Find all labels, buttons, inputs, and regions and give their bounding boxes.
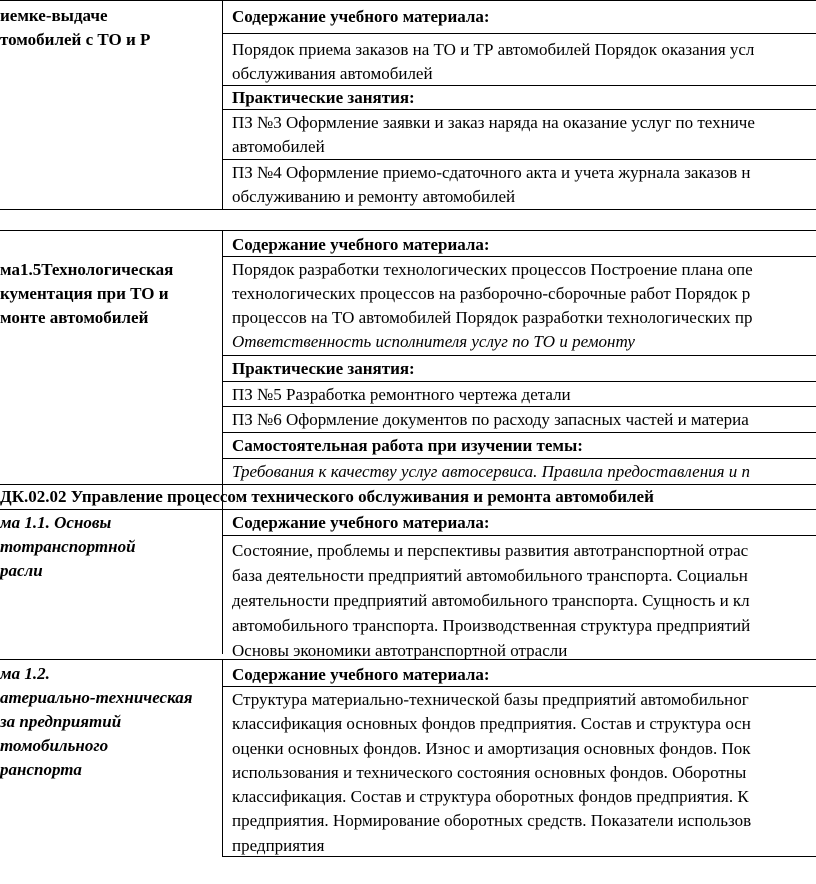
practice-item: [232, 111, 755, 159]
practice-header: Практические занятия:: [232, 359, 415, 378]
row-divider: [0, 509, 816, 510]
topic-line: томобилей с ТО и Р: [0, 30, 151, 49]
content-line: обслуживания автомобилей: [232, 64, 433, 83]
content-cell: [232, 258, 753, 354]
content-line: предприятия. Нормирование оборотных средств. Показатели использов: [232, 811, 752, 831]
content-line: процессов на ТО автомобилей Порядок разработки технологических пр: [232, 308, 753, 327]
topic-cell-4: [0, 662, 193, 782]
practice-item: [232, 161, 751, 209]
content-cell: [232, 38, 754, 86]
topic-line: иемке-выдаче: [0, 6, 108, 25]
content-line: классификация. Состав и структура оборотных фондов предприятия. К: [232, 787, 749, 807]
topic-line: ма 1.2.: [0, 664, 50, 683]
content-header: Содержание учебного материала:: [232, 235, 490, 254]
topic-line: расли: [0, 561, 43, 580]
topic-line: атериально-техническая: [0, 688, 193, 707]
content-line: технологических процессов на разборочно-сборочные работ Порядок р: [232, 284, 751, 303]
table2-column-divider-lower: [222, 660, 223, 856]
content-line: Порядок разработки технологических процессов Построение плана опе: [232, 260, 753, 279]
topic-line: за предприятий: [0, 712, 122, 731]
content-line: предприятия: [232, 835, 325, 855]
content-line: Основы экономики автотранспортной отрасли: [232, 641, 568, 660]
content-italic-line: Ответственность исполнителя услуг по ТО и ремонту: [232, 332, 635, 351]
selfwork-header: Самостоятельная работа при изучении темы:: [232, 436, 583, 455]
content-line: база деятельности предприятий автомобильного транспорта. Социальн: [232, 566, 748, 585]
content-header: Содержание учебного материала:: [232, 513, 490, 532]
content-line: классификация основных фондов предприятия. Состав и структура осн: [232, 714, 751, 734]
practice-line: ПЗ №4 Оформление приемо-сдаточного акта и учета журнала заказов н: [232, 163, 751, 182]
content-header: Содержание учебного материала:: [232, 7, 490, 26]
practice-line: обслуживанию и ремонту автомобилей: [232, 187, 516, 206]
row-divider: [222, 432, 816, 433]
practice-line: автомобилей: [232, 137, 325, 156]
table2-column-divider-upper: [222, 230, 223, 654]
row-divider: [222, 381, 816, 382]
table2-top-border: [0, 230, 816, 231]
row-divider: [222, 33, 816, 34]
content-line: автомобильного транспорта. Производственная структура предприятий: [232, 616, 751, 635]
content-cell: [232, 538, 750, 663]
mdk-heading: ДК.02.02 Управление процессом технического обслуживания и ремонта автомобилей: [0, 487, 654, 506]
row-divider: [222, 458, 816, 459]
practice-item: ПЗ №5 Разработка ремонтного чертежа детали: [232, 385, 571, 404]
content-line: использования и технического состояния основных фондов. Оборотны: [232, 762, 747, 782]
table1-top-border: [0, 0, 816, 1]
table1-bottom-border: [0, 209, 816, 210]
selfwork-line: Требования к качеству услуг автосервиса. Правила предоставления и п: [232, 462, 751, 481]
table1-column-divider: [222, 0, 223, 209]
topic-line: ма 1.1. Основы: [0, 513, 112, 532]
content-line: Структура материально-технической базы предприятий автомобильног: [232, 690, 749, 709]
content-line: деятельности предприятий автомобильного транспорта. Сущность и кл: [232, 591, 750, 610]
content-line: Состояние, проблемы и перспективы развития автотранспортной отрас: [232, 541, 749, 560]
practice-item: ПЗ №6 Оформление документов по расходу запасных частей и материа: [232, 410, 749, 429]
content-cell: [232, 688, 751, 858]
topic-line: томобильного: [0, 736, 109, 755]
topic-line: тотранспортной: [0, 537, 136, 556]
topic-line: ранспорта: [0, 760, 82, 779]
row-divider: [222, 159, 816, 160]
topic-line: ма1.5Технологическая: [0, 260, 174, 279]
topic-cell-2: [0, 258, 173, 330]
topic-line: кументация при ТО и: [0, 284, 169, 303]
topic-line: монте автомобилей: [0, 308, 149, 327]
content-header: Содержание учебного материала:: [232, 665, 490, 684]
content-line: Порядок приема заказов на ТО и ТР автомобилей Порядок оказания усл: [232, 40, 755, 59]
content-line: оценки основных фондов. Износ и амортизация основных фондов. Пок: [232, 738, 751, 758]
row-divider: [222, 535, 816, 536]
row-divider: [222, 355, 816, 356]
practice-line: ПЗ №3 Оформление заявки и заказ наряда на оказание услуг по техниче: [232, 113, 755, 132]
topic-cell-3: [0, 511, 136, 583]
practice-header: Практические занятия:: [232, 88, 415, 107]
topic-cell-1: [0, 4, 150, 52]
